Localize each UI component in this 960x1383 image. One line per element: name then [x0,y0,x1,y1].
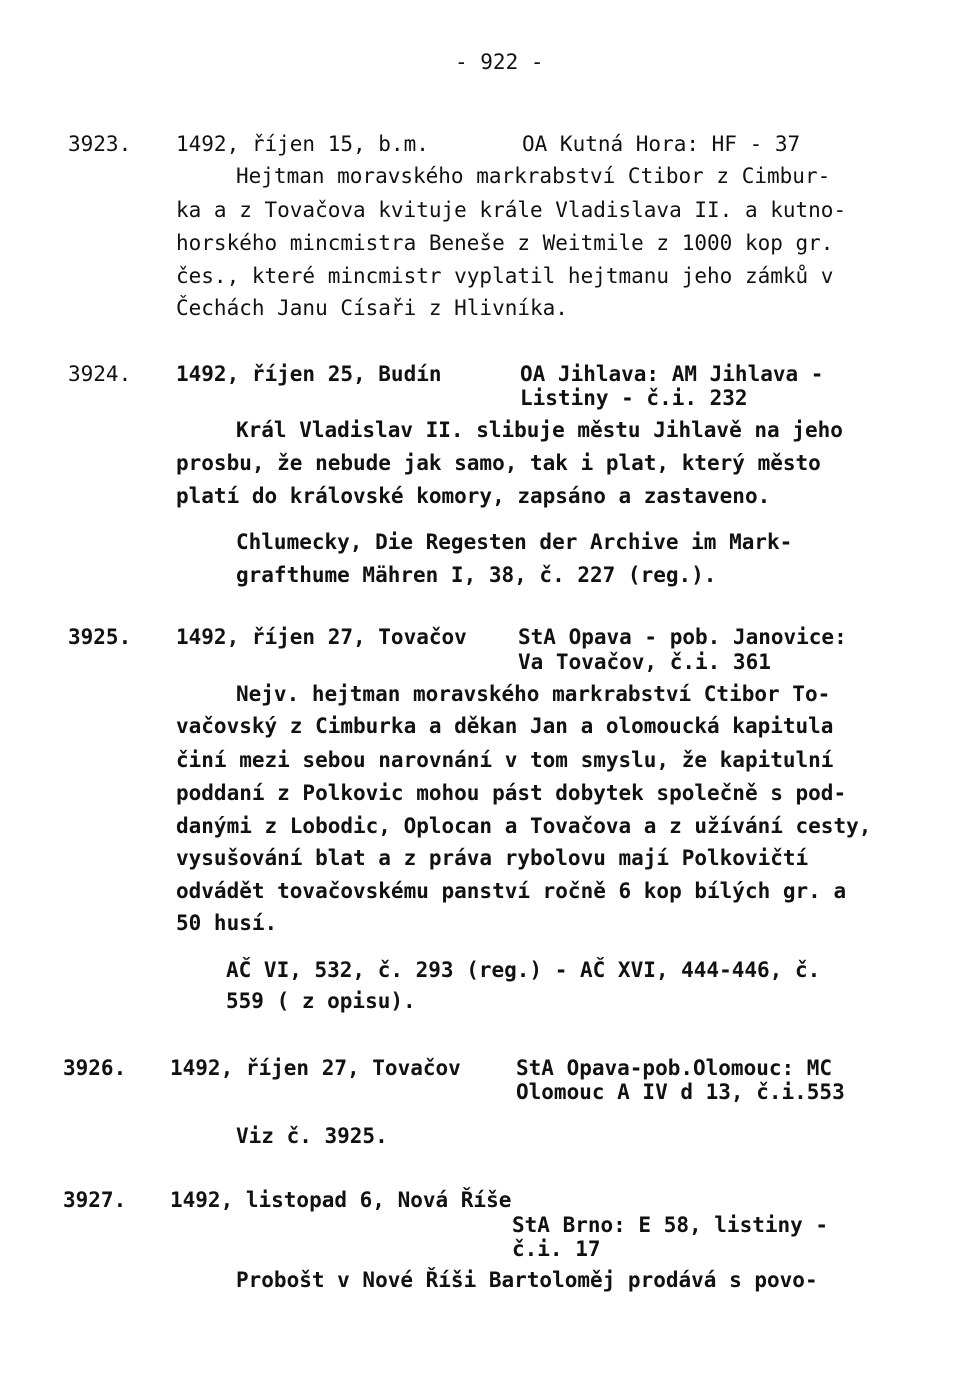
entry-text-line: platí do královské komory, zapsáno a zastaveno. [176,484,771,508]
entry-archive-line: StA Opava - pob. Janovice: [518,625,847,649]
entry-text-line: poddaní z Polkovic mohou pást dobytek společně s pod- [176,781,847,805]
entry-archive-line: č.i. 17 [512,1237,601,1261]
entry-text-line: vysušování blat a z práva rybolovu mají Polkovičtí [176,846,809,870]
entry-text-line: Hejtman moravského markrabství Ctibor z Cimbur- [236,164,831,188]
entry-archive-line: Listiny - č.i. 232 [520,386,748,410]
entry-text-line: Král Vladislav II. slibuje městu Jihlavě na jeho [236,418,843,442]
entry-number: 3924. [68,362,132,386]
entry-date-place: 1492, říjen 27, Tovačov [176,625,467,649]
entry-number: 3926. [63,1056,127,1080]
entry-text-line: 50 husí. [176,911,278,935]
entry-reference-line: grafthume Mähren I, 38, č. 227 (reg.). [236,563,717,587]
entry-number: 3927. [63,1188,127,1212]
entry-reference-line: Viz č. 3925. [236,1124,388,1148]
entry-text-line: Čechách Janu Císaři z Hlivníka. [176,296,568,320]
entry-number: 3925. [68,625,132,649]
page-number: - 922 - [455,50,544,74]
entry-archive-line: Olomouc A IV d 13, č.i.553 [516,1080,845,1104]
entry-text-line: čes., které mincmistr vyplatil hejtmanu jeho zámků v [176,264,834,288]
entry-text-line: ka a z Tovačova kvituje krále Vladislava II. a kutno- [176,198,847,222]
entry-archive-line: OA Jihlava: AM Jihlava - [520,362,824,386]
entry-date-place: 1492, říjen 15, b.m. [176,132,429,156]
entry-date-place: 1492, říjen 27, Tovačov [170,1056,461,1080]
entry-text-line: činí mezi sebou narovnání v tom smyslu, že kapitulní [176,748,834,772]
entry-archive-line: StA Brno: E 58, listiny - [512,1213,829,1237]
entry-reference-line: AČ VI, 532, č. 293 (reg.) - AČ XVI, 444-446, č. [226,958,821,982]
entry-text-line: odvádět tovačovskému panství ročně 6 kop bílých gr. a [176,879,847,903]
entry-text-line: prosbu, že nebude jak samo, tak i plat, který město [176,451,821,475]
entry-archive-line: Va Tovačov, č.i. 361 [518,650,771,674]
entry-text-line: horského mincmistra Beneše z Weitmile z 1000 kop gr. [176,231,834,255]
entry-date-place: 1492, říjen 25, Budín [176,362,442,386]
entry-archive-line: OA Kutná Hora: HF - 37 [522,132,801,156]
entry-text-line: Probošt v Nové Říši Bartoloměj prodává s povo- [236,1268,818,1292]
entry-text-line: vačovský z Cimburka a děkan Jan a olomoucká kapitula [176,714,834,738]
entry-text-line: Nejv. hejtman moravského markrabství Ctibor To- [236,682,831,706]
entry-archive-line: StA Opava-pob.Olomouc: MC [516,1056,833,1080]
entry-reference-line: 559 ( z opisu). [226,989,416,1013]
entry-date-place: 1492, listopad 6, Nová Říše [170,1188,512,1212]
entry-text-line: danými z Lobodic, Oplocan a Tovačova a z užívání cesty, [176,814,872,838]
entry-number: 3923. [68,132,132,156]
entry-reference-line: Chlumecky, Die Regesten der Archive im Mark- [236,530,793,554]
